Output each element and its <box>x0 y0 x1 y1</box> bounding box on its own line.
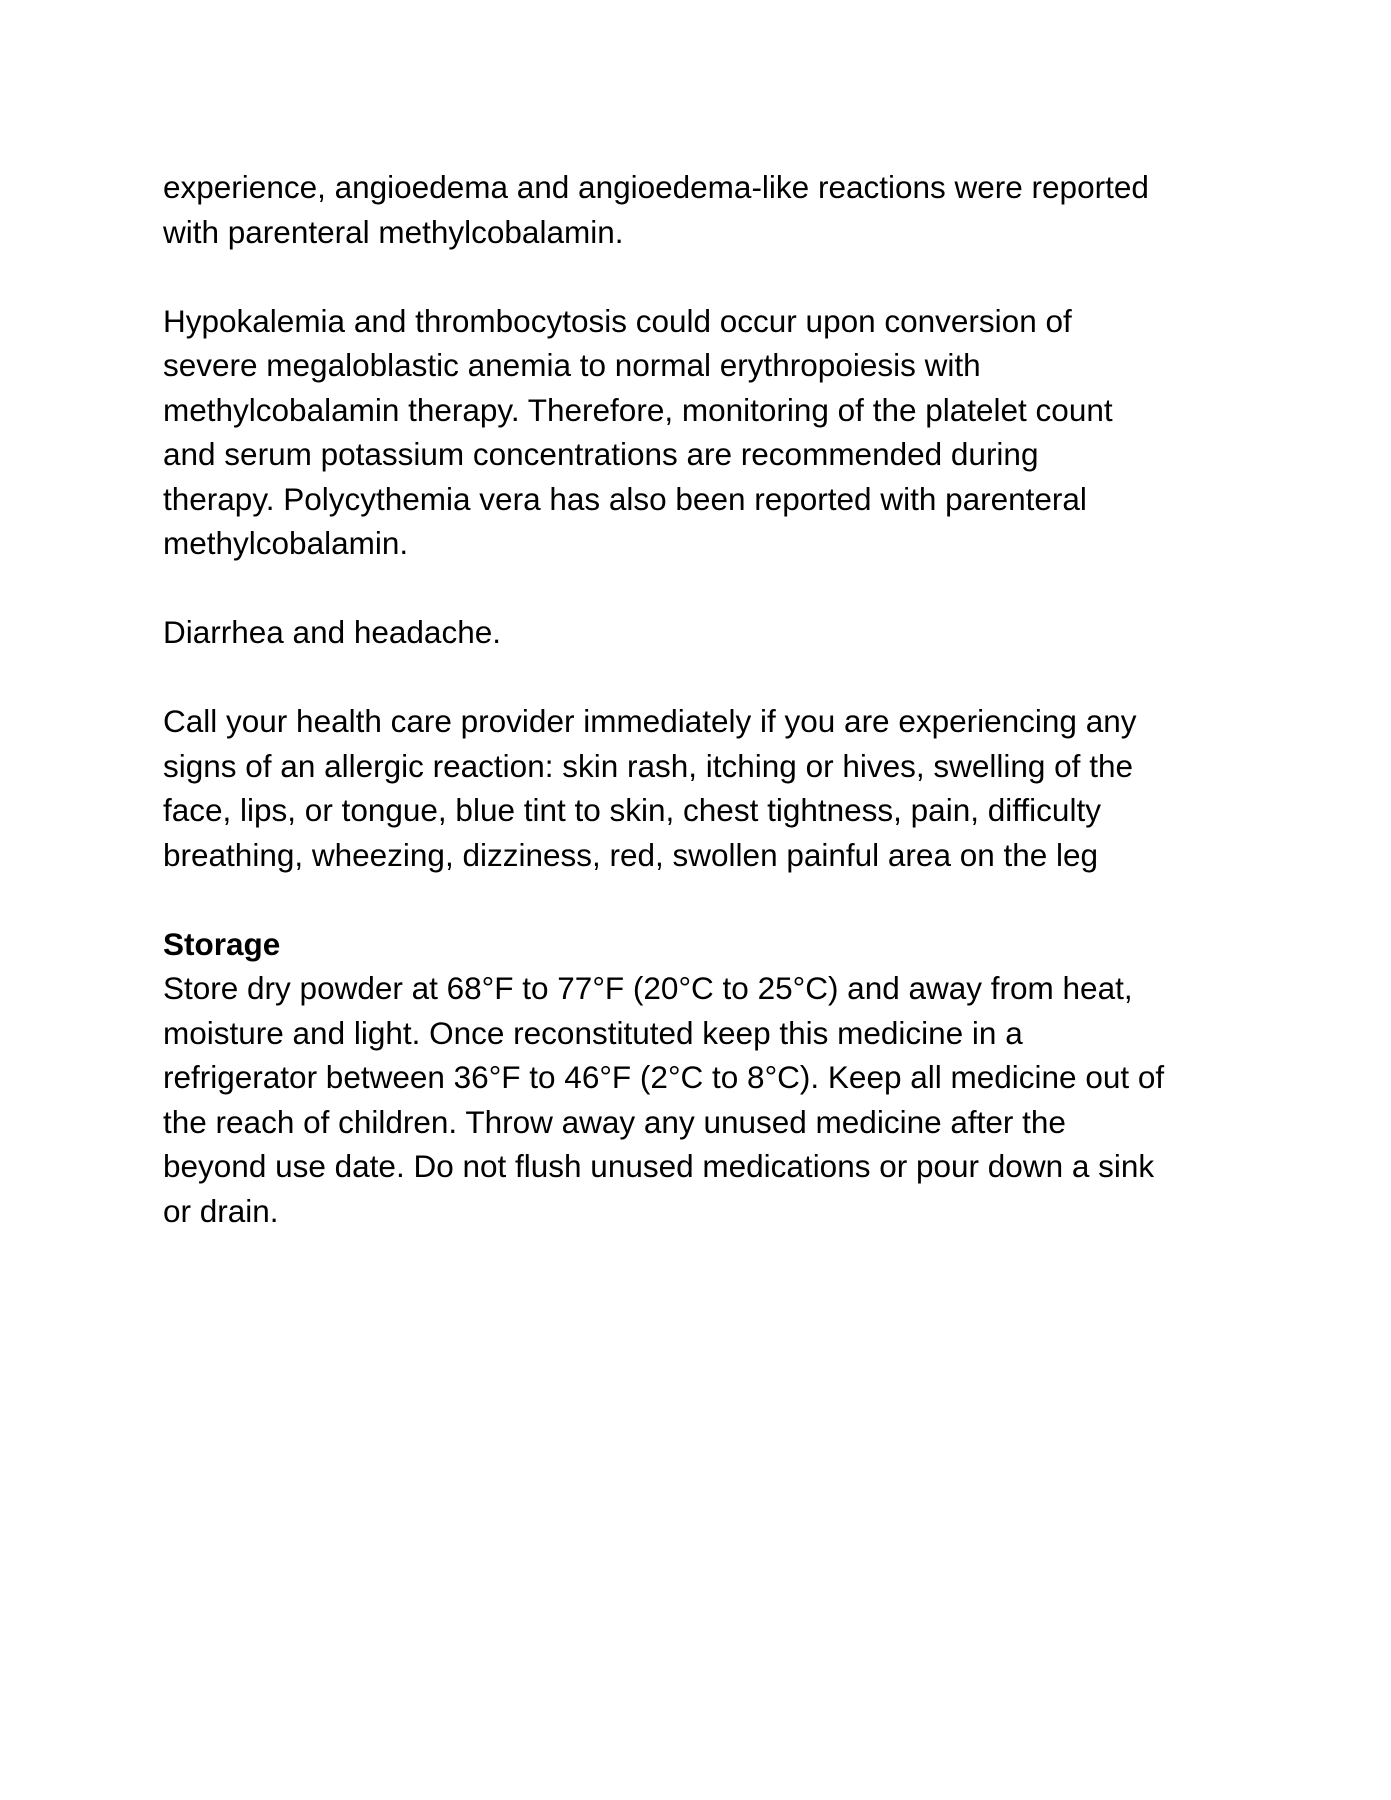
text-line: breathing, wheezing, dizziness, red, swollen painful area on the leg <box>163 836 1099 873</box>
text-line: with parenteral methylcobalamin. <box>163 213 624 250</box>
text-line: Call your health care provider immediately if you are experiencing any <box>163 703 1137 739</box>
text-line: Hypokalemia and thrombocytosis could occur upon conversion of <box>163 302 1072 339</box>
text-line: methylcobalamin therapy. Therefore, monitoring of the platelet count <box>163 391 1113 428</box>
paragraph-allergic-reaction <box>163 699 1243 877</box>
text-line: experience, angioedema and angioedema-like reactions were reported <box>163 169 1149 205</box>
text-line: signs of an allergic reaction: skin rash, itching or hives, swelling of the <box>163 747 1133 784</box>
text-line: Store dry powder at 68°F to 77°F (20°C to 25°C) and away from heat, <box>163 970 1133 1006</box>
storage-section <box>163 922 1243 1234</box>
text-line: Diarrhea and headache. <box>163 614 501 650</box>
storage-heading: Storage <box>163 925 281 962</box>
text-line: the reach of children. Throw away any unused medicine after the <box>163 1103 1066 1140</box>
text-line: methylcobalamin. <box>163 525 409 561</box>
text-line: therapy. Polycythemia vera has also been reported with parenteral <box>163 480 1087 517</box>
paragraph-hypokalemia <box>163 299 1243 566</box>
text-line: or drain. <box>163 1192 279 1229</box>
text-line: severe megaloblastic anemia to normal erythropoiesis with <box>163 347 981 383</box>
paragraph-diarrhea <box>163 610 1243 655</box>
text-line: and serum potassium concentrations are recommended during <box>163 436 1039 472</box>
text-line: refrigerator between 36°F to 46°F (2°C to 8°C). Keep all medicine out of <box>163 1059 1165 1095</box>
paragraph-angioedema <box>163 165 1243 254</box>
text-line: moisture and light. Once reconstituted keep this medicine in a <box>163 1014 1023 1051</box>
text-line: beyond use date. Do not flush unused medications or pour down a sink <box>163 1148 1155 1184</box>
document-body <box>163 165 1243 1233</box>
text-line: face, lips, or tongue, blue tint to skin, chest tightness, pain, difficulty <box>163 792 1101 828</box>
